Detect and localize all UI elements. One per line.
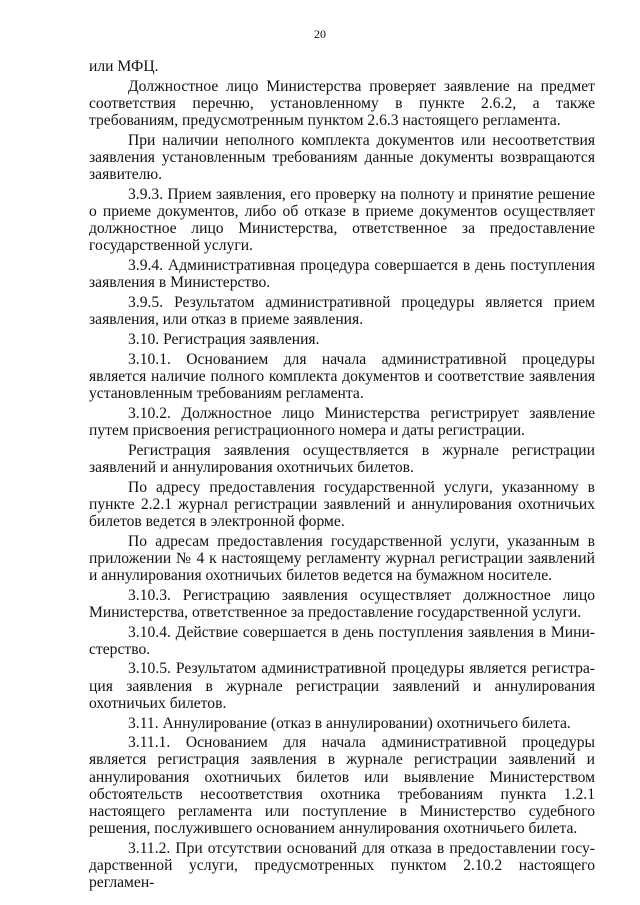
paragraph-section-3-9-3: 3.9.3. Прием заявления, его проверку на полноту и принятие решение о приеме документов, либо об отказе в приеме документов осуществляет должностное лицо Министерства, ответственное за предоставление государственной услуги. [89,185,595,255]
paragraph-section-3-10-4: 3.10.4. Действие совершается в день поступления заявления в Министерство. [89,623,595,658]
paragraph-section-3-10-2: 3.10.2. Должностное лицо Министерства регистрирует заявление путем присвоения регистрационного номера и даты регистрации. [89,404,595,439]
paragraph: Должностное лицо Министерства проверяет заявление на предмет соответствия перечню, установленному в пункте 2.6.2, а также требованиям, предусмотренным пунктом 2.6.3 настоящего регламента. [89,77,595,130]
paragraph-section-3-11-2: 3.11.2. При отсутствии оснований для отказа в предоставлении государственной услуги, предусмотренных пунктом 2.10.2 настоящего регламен- [89,839,595,892]
document-body [89,58,595,894]
section-heading-3-11: 3.11. Аннулирование (отказ в аннулировании) охотничьего билета. [128,714,571,732]
paragraph: При наличии неполного комплекта документов или несоответствия заявления установленным требованиям данные документы возвращаются заявителю. [89,131,595,184]
paragraph-continuation: или МФЦ. [89,58,159,75]
page-number: 20 [314,27,326,41]
section-heading-3-10: 3.10. Регистрация заявления. [128,330,320,348]
paragraph: По адресам предоставления государственной услуги, указанным в приложении № 4 к настоящему регламенту журнал регистрации заявлений и аннулирования охотничьих билетов ведется на бумажном носителе. [89,532,595,584]
paragraph-section-3-9-5: 3.9.5. Результатом административной процедуры является прием заявления, или отказ в приеме заявления. [89,294,595,329]
paragraph-section-3-10-5: 3.10.5. Результатом административной процедуры является регистрация заявления в журнале регистрации заявлений и аннулирования охотничьих билетов. [89,660,595,712]
paragraph-section-3-9-4: 3.9.4. Административная процедура совершается в день поступления заявления в Министерство. [89,257,595,292]
paragraph-section-3-10-3: 3.10.3. Регистрацию заявления осуществляет должностное лицо Министерства, ответственное за предоставление государственной услуги. [89,586,595,621]
paragraph: По адресу предоставления государственной услуги, указанному в пункте 2.2.1 журнал регистрации заявлений и аннулирования охотничьих билетов ведется в электронной форме. [89,478,595,530]
paragraph-section-3-11-1: 3.11.1. Основанием для начала административной процедуры является регистрация заявления в журнале регистрации заявлений и аннулирования охотничьих билетов или выявление Министерством обстоятельств несоответствия охотника требованиям пункта 1.2.1 настоящего регламента или поступление в Министерство судебного решения, послужившего основанием аннулирования охотничьего билета. [89,734,595,838]
paragraph-section-3-10-1: 3.10.1. Основанием для начала административной процедуры является наличие полного комплекта документов и соответствие заявления установленным требованиям регламента. [89,350,595,402]
paragraph: Регистрация заявления осуществляется в журнале регистрации заявлений и аннулирования охотничьих билетов. [89,441,595,476]
